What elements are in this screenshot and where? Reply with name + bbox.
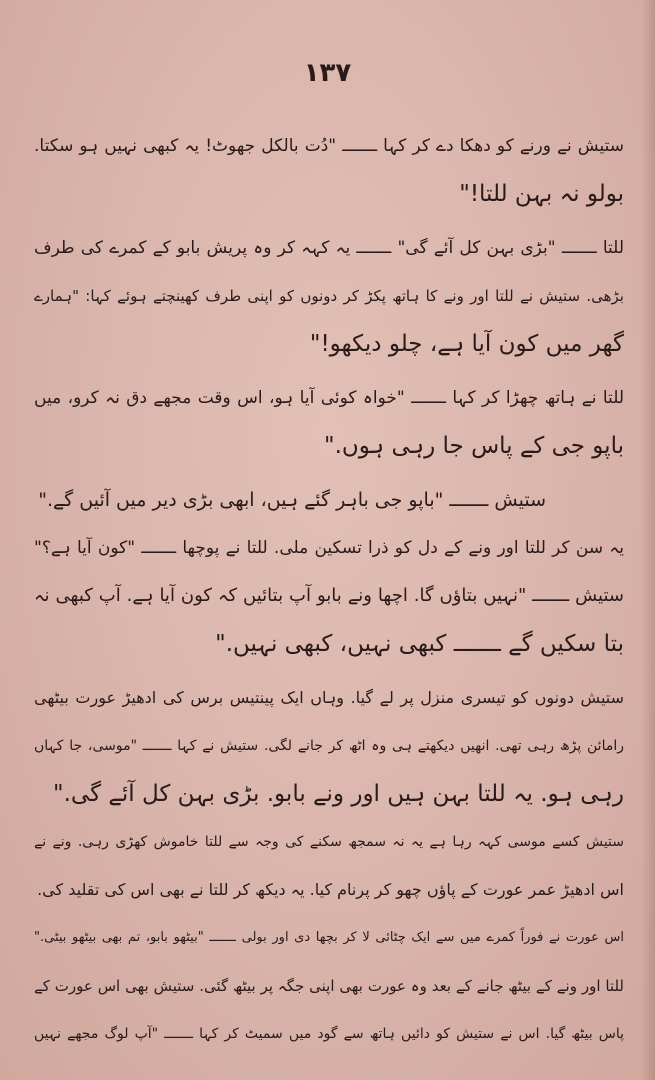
page-text [34,122,624,1058]
text-line-6: للتا نے ہاتھ چھڑا کر کہا ـــــــ "خواہ کوئی آیا ہو، اس وقت مجھے دق نہ کرو، میں [34,388,624,408]
text-line-5: گھر میں کون آیا ہے، چلو دیکھو!" [309,331,624,357]
text-line-10: ستیش ـــــــ "نہیں بتاؤں گا. اچھا ونے بابو آپ بتائیں کہ کون آیا ہے. آپ کبھی نہ [34,585,624,606]
text-line-13: رامائن پڑھ رہی تھی. انھیں دیکھتے ہی وہ اٹھ کر جانے لگی. ستیش نے کہا ـــــــ "موسی، جا کہاں [34,738,624,754]
text-line-15: ستیش کسے موسی کہہ رہا ہے یہ نہ سمجھ سکنے کی وجہ سے للتا خاموش کھڑی رہی. ونے نے [34,834,624,850]
text-line-7: باپو جی کے پاس جا رہی ہوں." [324,433,624,459]
text-line-12: ستیش دونوں کو تیسری منزل پر لے گیا. وہاں ایک پینتیس برس کی ادھیڑ عورت بیٹھی [34,688,624,707]
page-edge-shadow [641,0,655,1080]
text-line-17: اس عورت نے فوراً کمرے میں سے ایک چٹائی لا کر بچھا دی اور بولی ـــــــ "بیٹھو بابو، تم بھی بیٹھو بیٹی." [34,930,624,945]
text-line-1: ستیش نے ورنے کو دھکا دے کر کہا ـــــــ "دُت بالکل جھوٹ! یہ کبھی نہیں ہو سکتا. [34,136,624,156]
text-line-11: بتا سکیں گے ـــــــ کبھی نہیں، کبھی نہیں." [215,631,624,657]
text-line-3: للتا ـــــــ "بڑی بہن کل آئے گی" ـــــــ یہ کہہ کر وہ پریش بابو کے کمرے کی طرف [34,238,624,258]
text-line-14: رہی ہو. یہ للتا بہن ہیں اور ونے بابو. بڑی بہن کل آئے گی." [53,781,624,807]
text-line-8: ستیش ـــــــ "باپو جی باہر گئے ہیں، ابھی بڑی دیر میں آئیں گے." [38,489,546,511]
text-line-19: پاس بیٹھ گیا. اس نے ستیش کو دائیں ہاتھ سے گود میں سمیٹ کر کہا ـــــــ "آپ لوگ مجھے نہیں [34,1026,624,1042]
text-line-16: اس ادھیڑ عمر عورت کے پاؤں چھو کر پرنام کیا. یہ دیکھ کر للتا نے بھی اس کی تقلید کی. [37,880,624,899]
text-line-2: بولو نہ بہن للتا!" [459,181,624,207]
text-line-18: للتا اور ونے کے بیٹھ جانے کے بعد وہ عورت بھی اپنی جگہ پر بیٹھ گئی. ستیش بھی اس عورت کے [34,977,624,995]
text-line-9: یہ سن کر للتا اور ونے کے دل کو ذرا تسکین ملی. للتا نے پوچھا ـــــــ "کون آیا ہے؟" [34,538,624,558]
text-line-4: بڑھی. ستیش نے للتا اور ونے کا ہاتھ پکڑ کر دونوں کو اپنی طرف کھینچتے ہوئے کہا: "ہمارے [34,287,624,305]
page-number: ۱۳۷ [303,58,352,88]
